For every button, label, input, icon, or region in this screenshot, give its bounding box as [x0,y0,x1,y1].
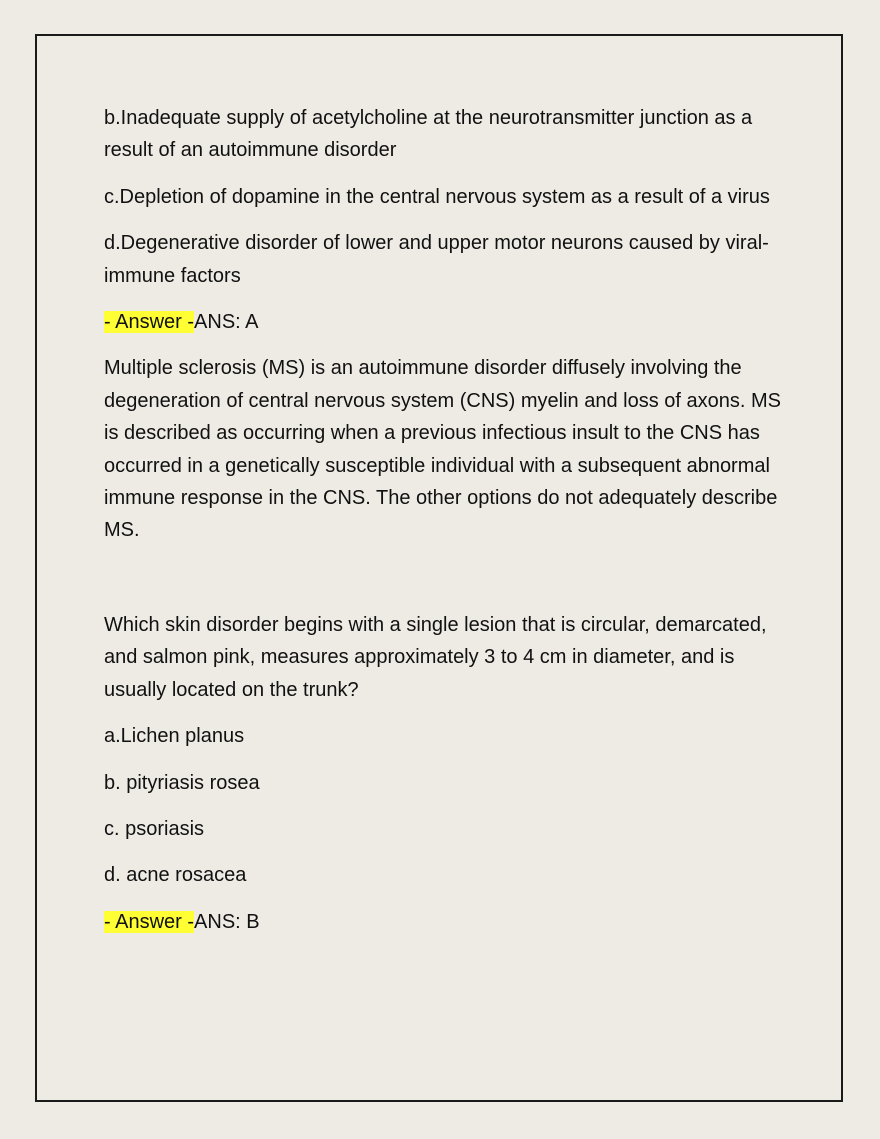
option-d-text: d. acne rosacea [104,864,247,887]
answer-value: ANS: A [194,311,259,334]
option-d-text: d.Degenerative disorder of lower and upper motor neurons caused by viral-immune factors [104,232,769,287]
rationale-text: Multiple sclerosis (MS) is an autoimmune disorder diffusely involving the degeneration of central nervous system (CNS) myelin and loss of axons. MS is described as occurring when a previous infectious insult to the CNS has occurred in a genetically susceptible individual with a subsequent abnormal immune response in the CNS. The other options do not adequately describe MS. [104,357,781,542]
option-c-text: c.Depletion of dopamine in the central nervous system as a result of a virus [104,185,770,208]
option-b-text: b. pityriasis rosea [104,771,260,794]
answer-line-2 [104,906,784,938]
option-b-text: b.Inadequate supply of acetylcholine at the neurotransmitter junction as a result of an autoimmune disorder [104,107,753,162]
answer-line-1 [104,306,784,338]
document-content [104,102,784,952]
question-text: Which skin disorder begins with a single lesion that is circular, demarcated, and salmon pink, measures approximately 3 to 4 cm in diameter, and is usually located on the trunk? [104,613,767,701]
option-a-text: a.Lichen planus [104,725,245,748]
answer-value: ANS: B [194,910,260,933]
section-gap [104,561,784,609]
answer-highlight: - Answer - [104,910,195,933]
answer-highlight: - Answer - [104,311,195,334]
option-c-text: c. psoriasis [104,817,205,840]
